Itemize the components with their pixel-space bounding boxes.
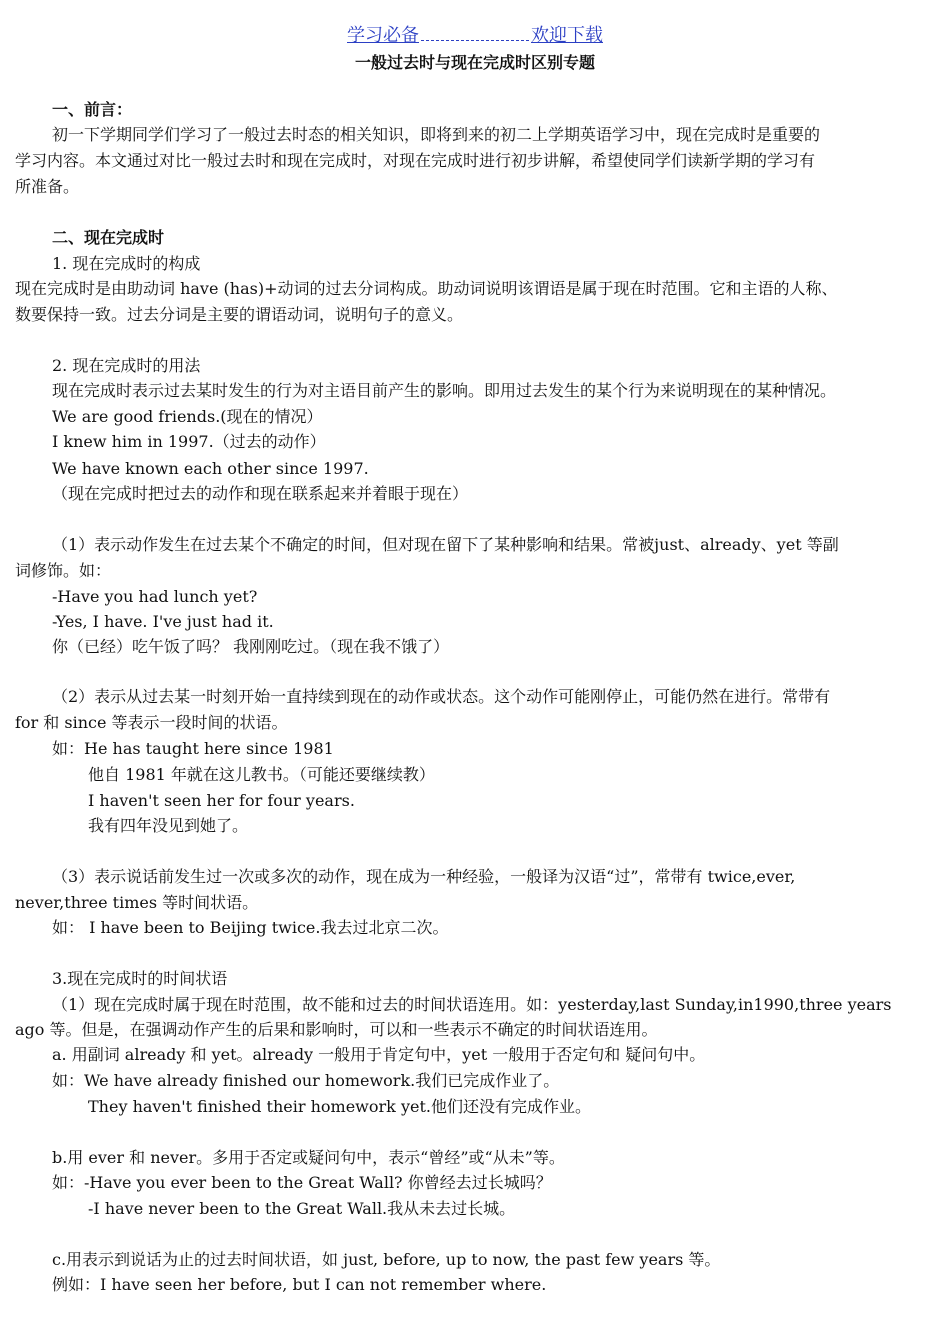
header-dashed-gap (421, 24, 529, 41)
example-line: 如：He has taught here since 1981 (52, 739, 334, 758)
paragraph-line: 初一下学期同学们学习了一般过去时态的相关知识，即将到来的初二上学期英语学习中，现在完成时是重要的 (52, 125, 821, 144)
point-c: c.用表示到说话为止的过去时间状语，如 just, before, up to now, the past few years 等。 (52, 1250, 721, 1269)
example-line: 如：We have already finished our homework.我们已完成作业了。 (52, 1071, 560, 1090)
example-translation: 你（已经）吃午饭了吗？ 我刚刚吃过。（现在我不饿了） (52, 637, 450, 656)
subheading-structure: 1. 现在完成时的构成 (52, 254, 201, 273)
point-b: b.用 ever 和 never。多用于否定或疑问句中，表示“曾经”或“从未”等。 (52, 1148, 565, 1167)
example-line: They haven't finished their homework yet.他们还没有完成作业。 (88, 1097, 591, 1116)
paragraph-line: 数要保持一致。过去分词是主要的谓语动词，说明句子的意义。 (15, 305, 464, 324)
header-link-study[interactable]: 学习必备 (347, 25, 419, 46)
paragraph-line: 词修饰。如： (15, 561, 112, 580)
page-title: 一般过去时与现在完成时区别专题 (354, 53, 595, 72)
example-line: -I have never been to the Great Wall.我从未去过长城。 (88, 1199, 516, 1218)
example-translation: 我有四年没见到她了。 (88, 816, 249, 835)
point-a: a. 用副词 already 和 yet。already 一般用于肯定句中，yet 一般用于否定句和 疑问句中。 (52, 1045, 706, 1064)
paragraph-line: for 和 since 等表示一段时间的状语。 (15, 713, 288, 732)
header-link-download[interactable]: 欢迎下载 (531, 25, 603, 46)
example-line: -Have you had lunch yet? (52, 587, 258, 606)
usage-point-1: （1）表示动作发生在过去某个不确定的时间，但对现在留下了某种影响和结果。常被just、already、yet 等副 (52, 535, 839, 554)
example-line: -Yes, I have. I've just had it. (52, 612, 274, 631)
paragraph-line: 现在完成时是由助动词 have (has)+动词的过去分词构成。助动词说明该谓语是属于现在时范围。它和主语的人称、 (15, 279, 838, 298)
example-line: 例如：I have seen her before, but I can not remember where. (52, 1275, 547, 1294)
example-line: We are good friends.(现在的情况） (52, 407, 323, 426)
subheading-usage: 2. 现在完成时的用法 (52, 356, 201, 375)
page-header (0, 24, 950, 48)
section-heading-preface: 一、前言： (52, 100, 133, 119)
subheading-time-adverbials: 3.现在完成时的时间状语 (52, 969, 228, 988)
paragraph-line: （1）现在完成时属于现在时范围，故不能和过去的时间状语连用。如：yesterday,last Sunday,in1990,three years (52, 995, 892, 1014)
usage-point-3: （3）表示说话前发生过一次或多次的动作，现在成为一种经验，一般译为汉语“过”，常带有 twice,ever, (52, 867, 796, 886)
example-translation: 他自 1981 年就在这儿教书。（可能还要继续教） (88, 765, 435, 784)
paragraph-line: ago 等。但是，在强调动作产生的后果和影响时，可以和一些表示不确定的时间状语连用。 (15, 1020, 658, 1039)
paragraph-line: never,three times 等时间状语。 (15, 893, 259, 912)
example-line: I haven't seen her for four years. (88, 791, 355, 810)
paragraph-line: 学习内容。本文通过对比一般过去时和现在完成时，对现在完成时进行初步讲解，希望使同学们读新学期的学习有 (15, 151, 816, 170)
example-note: （现在完成时把过去的动作和现在联系起来并着眼于现在） (52, 484, 469, 503)
paragraph-line: 现在完成时表示过去某时发生的行为对主语目前产生的影响。即用过去发生的某个行为来说明现在的某种情况。 (52, 381, 837, 400)
example-line: I knew him in 1997.（过去的动作） (52, 432, 326, 451)
example-line: 如：-Have you ever been to the Great Wall? 你曾经去过长城吗？ (52, 1173, 552, 1192)
usage-point-2: （2）表示从过去某一时刻开始一直持续到现在的动作或状态。这个动作可能刚停止，可能仍然在进行。常带有 (52, 687, 831, 706)
example-line: We have known each other since 1997. (52, 459, 369, 478)
example-line: 如： I have been to Beijing twice.我去过北京二次。 (52, 918, 449, 937)
paragraph-line: 所准备。 (15, 177, 80, 196)
section-heading-present-perfect: 二、现在完成时 (52, 228, 165, 247)
